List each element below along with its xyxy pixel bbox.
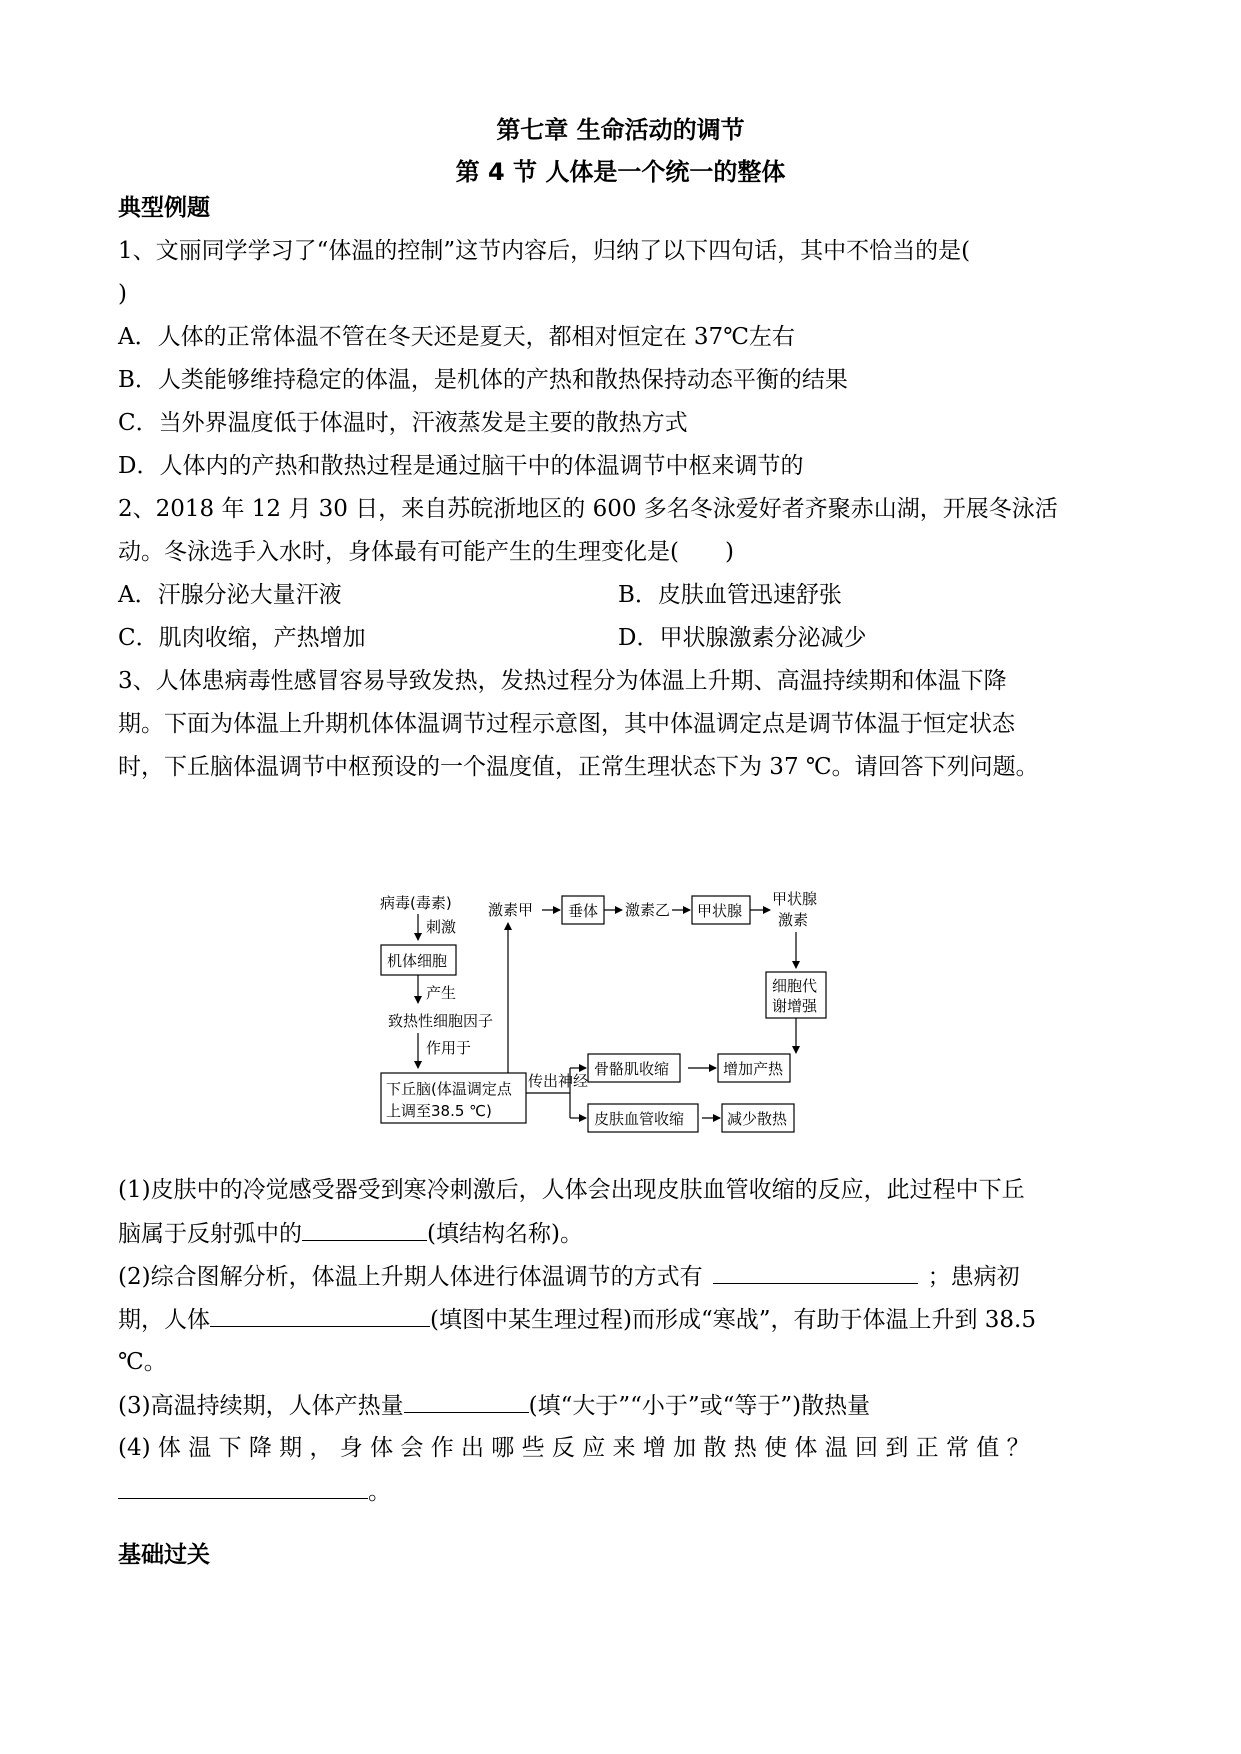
q2-stem-line1: 2、2018 年 12 月 30 日，来自苏皖浙地区的 600 多名冬泳爱好者齐聚赤山湖，开展冬泳活 — [118, 496, 1058, 522]
pyrogen-label: 致热性细胞因子 — [388, 1012, 494, 1030]
q3-part2-blank-1[interactable] — [713, 1261, 918, 1284]
body-cell-label: 机体细胞 — [387, 952, 448, 970]
section-title: 第 4 节 人体是一个统一的整体 — [455, 158, 786, 186]
q3-part3-text-b: (填“大于”“小于”或“等于”)散热量 — [528, 1393, 871, 1419]
q2-stem-line2: 动。冬泳选手入水时，身体最有可能产生的生理变化是( ) — [118, 539, 734, 565]
stimulate-label: 刺激 — [426, 918, 457, 936]
thermoregulation-diagram — [380, 888, 880, 1158]
q2-options-row2 — [118, 623, 1126, 653]
pituitary-label: 垂体 — [568, 902, 599, 920]
q3-part2-line3: ℃。 — [118, 1349, 167, 1375]
produce-label: 产生 — [426, 984, 457, 1002]
q3-stem-line3: 时，下丘脑体温调节中枢预设的一个温度值，正常生理状态下为 37 ℃。请回答下列问题。 — [118, 754, 1039, 780]
q2-option-a: A．汗腺分泌大量汗液 — [118, 582, 342, 608]
heat-up-label: 增加产热 — [723, 1060, 784, 1078]
thyroid-hormone-label-line1: 甲状腺 — [772, 890, 818, 908]
efferent-nerve-label: 传出神经 — [528, 1072, 589, 1090]
q3-part3-line — [118, 1390, 1126, 1421]
q3-part2-text-d: (填图中某生理过程)而形成“寒战”，有助于体温上升到 38.5 — [430, 1307, 1036, 1333]
q3-part1-text-b: (填结构名称)。 — [427, 1221, 583, 1247]
q3-part1-blank[interactable] — [302, 1218, 427, 1241]
q3-part1-line1: (1)皮肤中的冷觉感受器受到寒冷刺激后，人体会出现皮肤血管收缩的反应，此过程中下丘 — [118, 1177, 1025, 1203]
metabolism-label-line2: 谢增强 — [772, 997, 818, 1015]
q3-part3-blank[interactable] — [404, 1390, 529, 1413]
q3-part1-line2 — [118, 1218, 1126, 1249]
metabolism-label-line1: 细胞代 — [772, 977, 818, 995]
q1-option-d: D．人体内的产热和散热过程是通过脑干中的体温调节中枢来调节的 — [118, 453, 804, 479]
q3-part1-text-a: 脑属于反射弧中的 — [118, 1221, 302, 1247]
q2-option-b: B．皮肤血管迅速舒张 — [618, 582, 842, 608]
act-on-label: 作用于 — [426, 1039, 472, 1057]
hormone-a-label: 激素甲 — [488, 901, 534, 919]
skin-vessel-contract-label: 皮肤血管收缩 — [594, 1110, 685, 1128]
q1-stem-line2: ) — [118, 281, 127, 307]
q3-stem-line2: 期。下面为体温上升期机体体温调节过程示意图，其中体温调定点是调节体温于恒定状态 — [118, 711, 1015, 737]
q3-part4-line1: (4) 体 温 下 降 期 ， 身 体 会 作 出 哪 些 反 应 来 增 加 散 热 使 体 温 回 到 正 常 值 ？ — [118, 1435, 1030, 1461]
q1-stem-line1: 1、文丽同学学习了“体温的控制”这节内容后，归纳了以下四句话，其中不恰当的是( — [118, 238, 971, 264]
heat-loss-down-label: 减少散热 — [727, 1110, 788, 1128]
q3-part2-text-b: ；患病初 — [927, 1264, 1020, 1290]
q3-part4-line2 — [118, 1476, 1126, 1507]
muscle-contract-label: 骨骼肌收缩 — [594, 1060, 670, 1078]
q2-options-row1 — [118, 580, 1126, 610]
chapter-title: 第七章 生命活动的调节 — [496, 116, 745, 144]
basics-heading: 基础过关 — [118, 1542, 210, 1568]
q2-option-c: C．肌肉收缩，产热增加 — [118, 625, 366, 651]
q1-option-a: A．人体的正常体温不管在冬天还是夏天，都相对恒定在 37℃左右 — [118, 324, 795, 350]
q3-part4-end: 。 — [368, 1479, 391, 1505]
q3-part2-text-a: (2)综合图解分析，体温上升期人体进行体温调节的方式有 — [118, 1264, 703, 1290]
q2-option-d: D．甲状腺激素分泌减少 — [618, 625, 867, 651]
q3-stem-line1: 3、人体患病毒性感冒容易导致发热，发热过程分为体温上升期、高温持续期和体温下降 — [118, 668, 1007, 694]
q3-part2-line1 — [118, 1261, 1126, 1292]
q3-part4-blank[interactable] — [118, 1476, 368, 1499]
hypothalamus-label-line2: 上调至38.5 ℃) — [386, 1102, 492, 1120]
thyroid-hormone-label-line2: 激素 — [778, 911, 809, 929]
q3-part3-text-a: (3)高温持续期，人体产热量 — [118, 1393, 404, 1419]
hypothalamus-label-line1: 下丘脑(体温调定点 — [386, 1080, 512, 1098]
q3-part2-text-c: 期，人体 — [118, 1307, 210, 1333]
q3-part2-blank-2[interactable] — [210, 1304, 430, 1327]
virus-label: 病毒(毒素) — [380, 894, 452, 912]
q1-option-c: C．当外界温度低于体温时，汗液蒸发是主要的散热方式 — [118, 410, 688, 436]
thyroid-label: 甲状腺 — [697, 902, 743, 920]
q1-option-b: B．人类能够维持稳定的体温，是机体的产热和散热保持动态平衡的结果 — [118, 367, 848, 393]
q3-part2-line2 — [118, 1304, 1126, 1335]
examples-heading: 典型例题 — [118, 195, 210, 221]
hormone-b-label: 激素乙 — [625, 901, 671, 919]
